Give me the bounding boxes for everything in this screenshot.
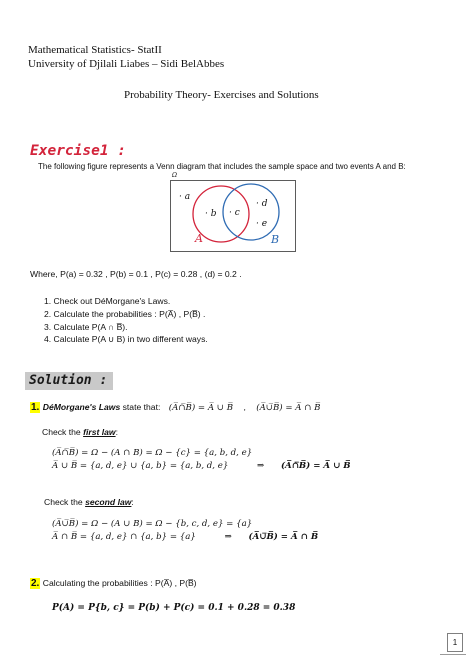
- second-law-line-1: (A̅∪̅B̅) = Ω − (A ∪ B) = Ω − {b, c, d, e} = {a}: [52, 519, 253, 529]
- point-c: · c: [229, 208, 240, 218]
- second-law-heading: [44, 497, 134, 507]
- omega-label: Ω: [172, 172, 177, 179]
- item-2-text: Calculating the probabilities : P(A̅) , P(B̅): [42, 578, 197, 588]
- demorgan-text: state that:: [120, 402, 161, 412]
- task-4: 4. Calculate P(A ∪ B) in two different ways.: [44, 334, 208, 344]
- label-a: A: [195, 232, 203, 245]
- point-a: · a: [179, 192, 191, 202]
- header-line-1: Mathematical Statistics- StatII: [28, 44, 162, 56]
- demorgan-law-2: (A̅∪̅B̅) = A̅ ∩ B̅: [256, 403, 321, 413]
- first-law-arrow: ⇒: [257, 461, 265, 471]
- solution-item-2: [30, 578, 197, 589]
- first-law-line-1: (A̅∩̅B̅) = Ω − (A ∩ B) = Ω − {c} = {a, b, d, e}: [52, 448, 253, 458]
- second-law-line-2: [52, 532, 318, 542]
- second-law-line-2b: (A̅∪̅B̅) = A̅ ∩ B̅: [248, 532, 319, 542]
- task-1: 1. Check out DéMorgane's Laws.: [44, 296, 171, 306]
- solution-title: Solution :: [25, 372, 113, 390]
- item-2-number: 2.: [31, 578, 40, 589]
- second-law-arrow: ⇒: [224, 532, 232, 542]
- given-probabilities: Where, P(a) = 0.32 , P(b) = 0.1 , P(c) = 0.28 , (d) = 0.2 .: [30, 269, 242, 279]
- point-d: · d: [256, 199, 268, 209]
- first-law-line-2b: (A̅∩̅B̅) = A̅ ∪ B̅: [280, 461, 351, 471]
- label-b: B: [271, 233, 280, 246]
- probability-formula: P(A) = P{b, c} = P(b) + P(c) = 0.1 + 0.28 = 0.38: [52, 603, 296, 613]
- first-law-line-2: [52, 461, 351, 471]
- header-line-2: University of Djilali Liabes – Sidi BelAbbes: [28, 58, 225, 70]
- first-law-heading: [42, 427, 118, 437]
- demorgan-label: DéMorgane's Laws: [42, 402, 121, 412]
- point-e: · e: [256, 219, 268, 229]
- second-law-line-2a: A̅ ∩ B̅ = {a, d, e} ∩ {a, b} = {a}: [52, 532, 196, 542]
- first-law-label: first law: [83, 427, 116, 437]
- page-number: 1: [452, 638, 458, 647]
- document-subtitle: Probability Theory- Exercises and Solutions: [124, 89, 319, 101]
- first-law-prefix: Check the: [42, 427, 84, 437]
- exercise-intro: The following figure represents a Venn diagram that includes the sample space and two events A and B:: [38, 162, 406, 171]
- task-2: 2. Calculate the probabilities : P(A̅) , P(B̅) .: [44, 309, 206, 319]
- footer-divider: [440, 654, 466, 655]
- item-1-number: 1.: [31, 402, 40, 413]
- second-law-prefix: Check the: [44, 497, 86, 507]
- demorgan-law-1: (A̅∩̅B̅) = A̅ ∪ B̅: [168, 403, 234, 413]
- first-law-suffix: :: [115, 427, 118, 437]
- point-b: · b: [205, 209, 217, 219]
- second-law-suffix: :: [131, 497, 134, 507]
- solution-item-1: [30, 402, 321, 413]
- page-number-box: [447, 633, 463, 652]
- exercise-title: Exercise1 :: [30, 143, 127, 159]
- venn-diagram: [170, 172, 296, 252]
- demorgan-separator: ,: [243, 402, 246, 412]
- first-law-line-2a: A̅ ∪ B̅ = {a, d, e} ∪ {a, b} = {a, b, d, e}: [52, 461, 229, 471]
- task-3: 3. Calculate P(A ∩ B̅).: [44, 322, 128, 332]
- second-law-label: second law: [85, 497, 132, 507]
